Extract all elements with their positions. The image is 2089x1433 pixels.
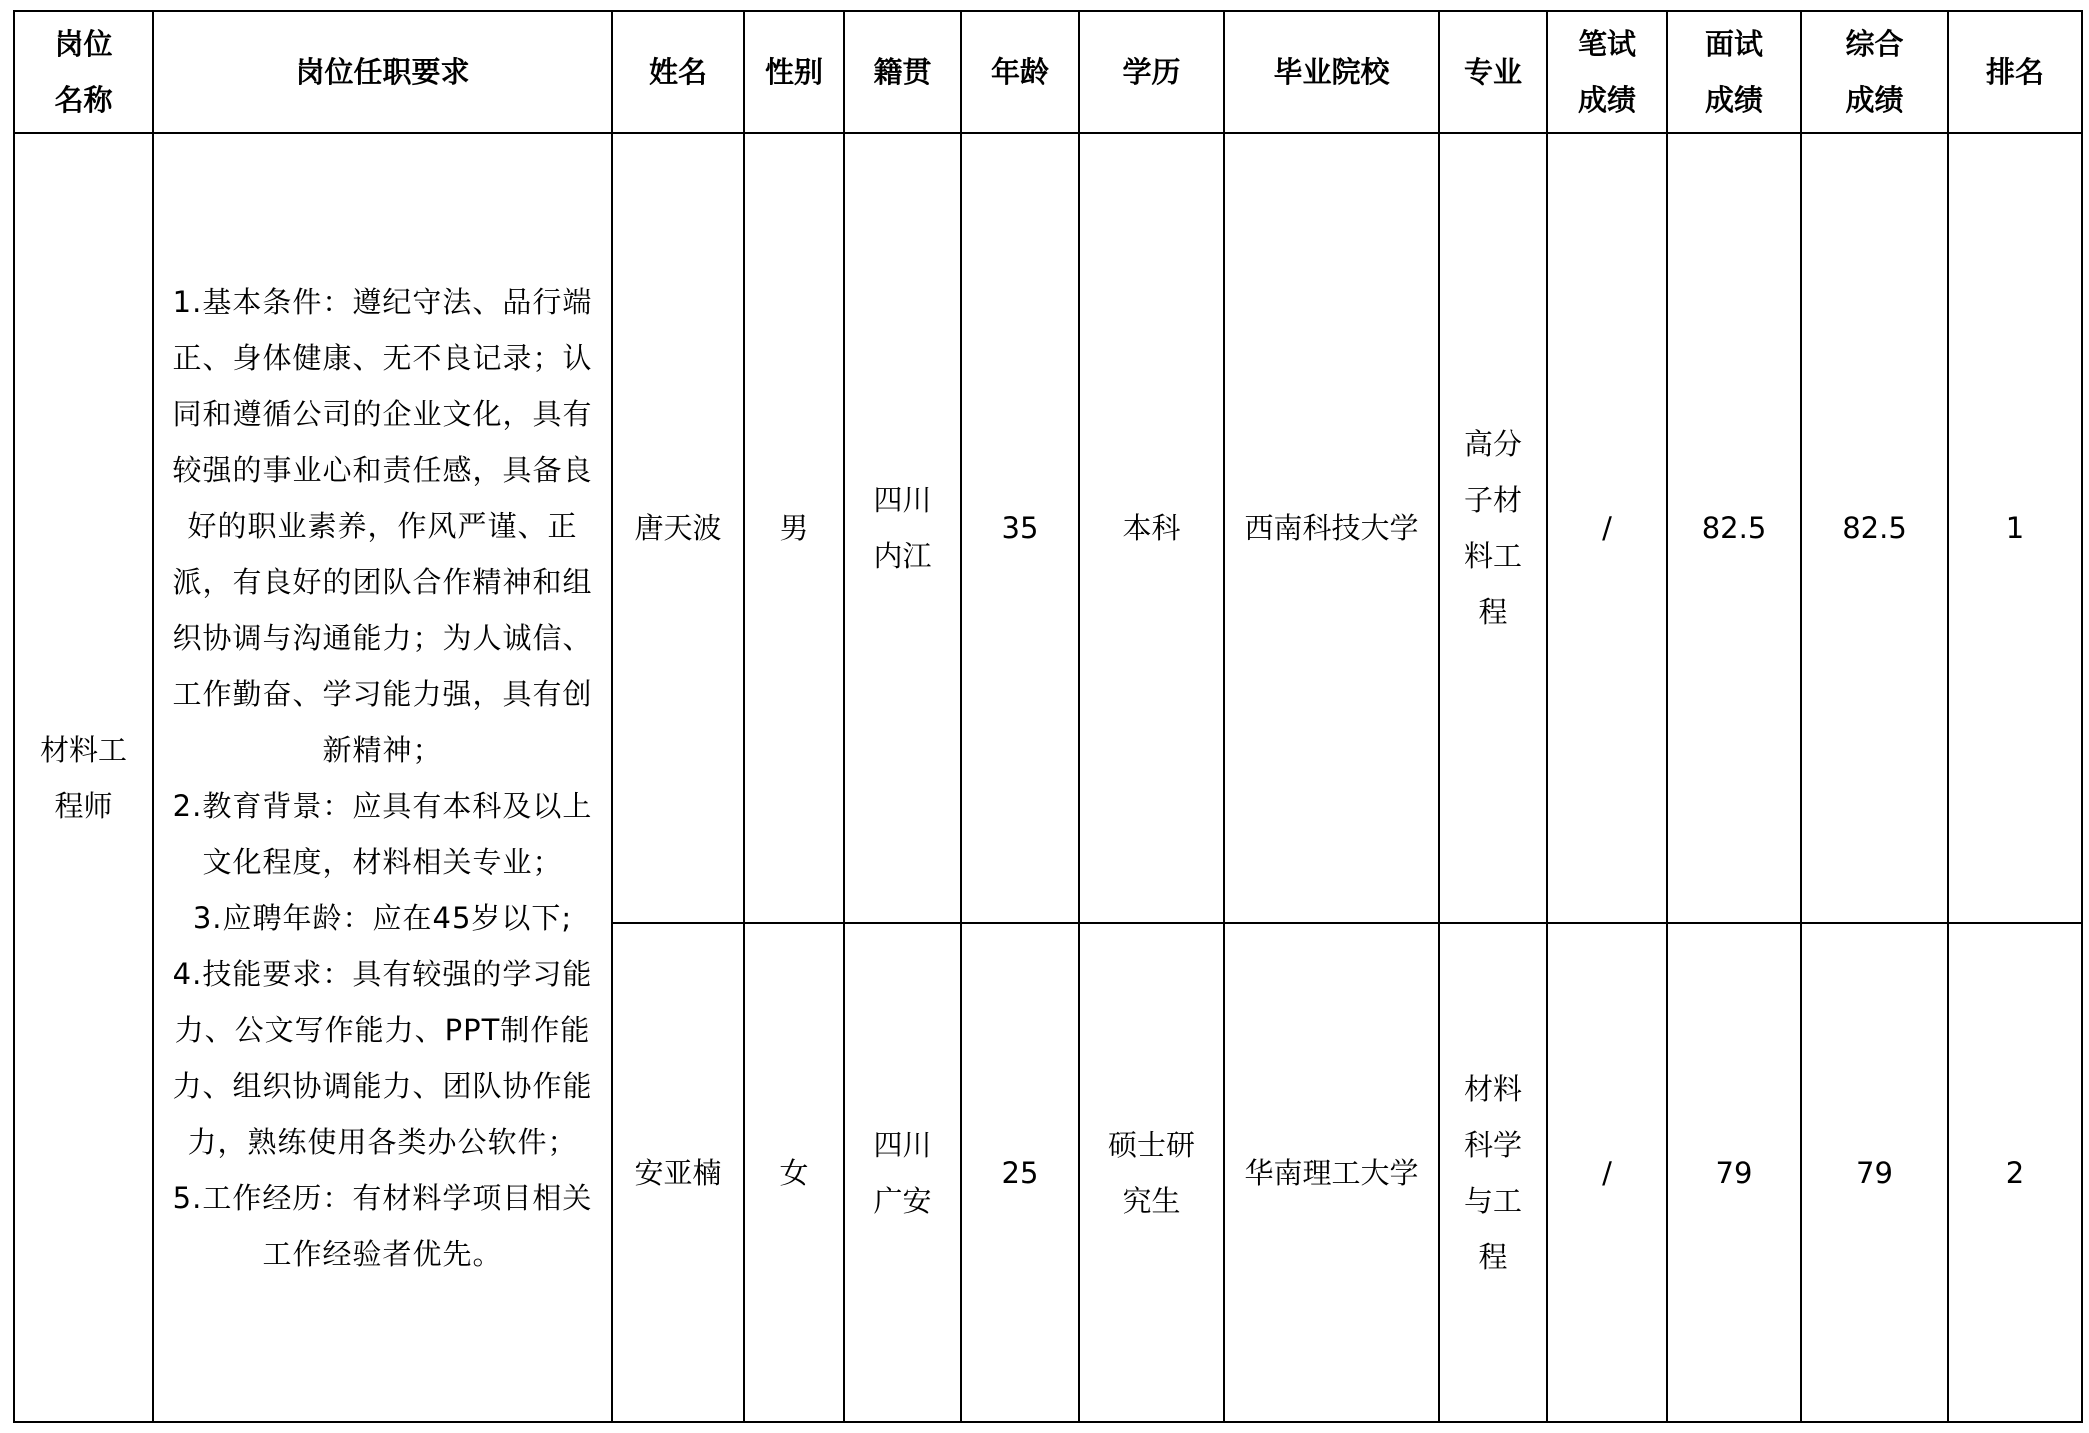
candidate-age-cell: 35 bbox=[961, 133, 1079, 923]
header-position-name-line: 岗位 bbox=[54, 27, 113, 61]
native-place-line: 广安 bbox=[873, 1183, 932, 1218]
requirement-line: 同和遵循公司的企业文化，具有 bbox=[172, 396, 593, 431]
header-education: 学历 bbox=[1079, 11, 1224, 133]
candidate-native-place-cell bbox=[844, 133, 961, 923]
requirement-line: 力、公文写作能力、PPT制作能 bbox=[174, 1012, 591, 1047]
requirement-line: 2.教育背景：应具有本科及以上 bbox=[172, 788, 593, 823]
requirement-line: 力、组织协调能力、团队协作能 bbox=[172, 1068, 593, 1103]
table-row bbox=[14, 133, 2082, 923]
candidate-gender-cell: 女 bbox=[744, 923, 844, 1422]
requirement-line: 正、身体健康、无不良记录；认 bbox=[172, 340, 593, 375]
requirement-line: 新精神； bbox=[322, 732, 443, 767]
major-line: 子材 bbox=[1463, 483, 1522, 517]
header-interview-score-line: 成绩 bbox=[1704, 83, 1763, 117]
candidate-gender-cell: 男 bbox=[744, 133, 844, 923]
header-written-score-line: 成绩 bbox=[1577, 83, 1636, 117]
header-total-score bbox=[1801, 11, 1948, 133]
requirement-line: 较强的事业心和责任感，具备良 bbox=[172, 452, 593, 487]
requirements-cell bbox=[153, 133, 612, 1422]
education-line: 本科 bbox=[1122, 511, 1181, 545]
header-position-name-line: 名称 bbox=[54, 83, 113, 117]
candidate-rank-cell: 2 bbox=[1948, 923, 2082, 1422]
candidate-education-cell bbox=[1079, 923, 1224, 1422]
candidate-native-place-cell bbox=[844, 923, 961, 1422]
position-name-line: 程师 bbox=[54, 788, 113, 823]
requirement-line: 力，熟练使用各类办公软件； bbox=[187, 1124, 578, 1159]
requirement-line: 织协调与沟通能力；为人诚信、 bbox=[172, 620, 593, 655]
results-table bbox=[13, 10, 2083, 1423]
position-name-line: 材料工 bbox=[39, 732, 127, 767]
requirement-line: 1.基本条件：遵纪守法、品行端 bbox=[172, 284, 593, 319]
major-line: 与工 bbox=[1463, 1183, 1522, 1218]
candidate-total-score-cell: 79 bbox=[1801, 923, 1948, 1422]
native-place-line: 四川 bbox=[873, 483, 932, 517]
header-rank: 排名 bbox=[1948, 11, 2082, 133]
header-total-score-line: 综合 bbox=[1845, 27, 1904, 61]
requirement-line: 工作经验者优先。 bbox=[262, 1236, 503, 1271]
header-interview-score-line: 面试 bbox=[1704, 27, 1763, 61]
candidate-age-cell: 25 bbox=[961, 923, 1079, 1422]
header-interview-score bbox=[1667, 11, 1801, 133]
candidate-interview-score-cell: 79 bbox=[1667, 923, 1801, 1422]
header-row bbox=[14, 11, 2082, 133]
candidate-rank-cell: 1 bbox=[1948, 133, 2082, 923]
header-total-score-line: 成绩 bbox=[1845, 83, 1904, 117]
header-written-score bbox=[1547, 11, 1667, 133]
major-line: 高分 bbox=[1463, 427, 1522, 461]
header-position-name bbox=[14, 11, 153, 133]
requirement-line: 工作勤奋、学习能力强，具有创 bbox=[172, 676, 593, 711]
requirement-line: 3.应聘年龄：应在45岁以下; bbox=[192, 900, 573, 935]
header-written-score-line: 笔试 bbox=[1577, 27, 1636, 61]
candidate-name-cell: 安亚楠 bbox=[612, 923, 744, 1422]
major-line: 程 bbox=[1478, 1239, 1508, 1274]
requirement-line: 文化程度，材料相关专业； bbox=[202, 844, 563, 879]
candidate-total-score-cell: 82.5 bbox=[1801, 133, 1948, 923]
candidate-education-cell bbox=[1079, 133, 1224, 923]
position-name-cell bbox=[14, 133, 153, 1422]
candidate-written-score-cell: / bbox=[1547, 133, 1667, 923]
requirement-line: 好的职业素养，作风严谨、正 bbox=[187, 508, 578, 543]
header-age: 年龄 bbox=[961, 11, 1079, 133]
education-line: 究生 bbox=[1122, 1183, 1181, 1218]
major-line: 科学 bbox=[1463, 1127, 1522, 1162]
header-requirements: 岗位任职要求 bbox=[153, 11, 612, 133]
candidate-name-cell: 唐天波 bbox=[612, 133, 744, 923]
native-place-line: 内江 bbox=[873, 539, 932, 573]
candidate-school-cell: 西南科技大学 bbox=[1224, 133, 1439, 923]
education-line: 硕士研 bbox=[1107, 1127, 1195, 1162]
major-line: 材料 bbox=[1463, 1071, 1522, 1106]
major-line: 料工 bbox=[1463, 539, 1522, 573]
header-school: 毕业院校 bbox=[1224, 11, 1439, 133]
header-major: 专业 bbox=[1439, 11, 1547, 133]
candidate-major-cell bbox=[1439, 133, 1547, 923]
requirement-line: 5.工作经历：有材料学项目相关 bbox=[172, 1180, 593, 1215]
header-name: 姓名 bbox=[612, 11, 744, 133]
candidate-school-cell: 华南理工大学 bbox=[1224, 923, 1439, 1422]
header-gender: 性别 bbox=[744, 11, 844, 133]
candidate-written-score-cell: / bbox=[1547, 923, 1667, 1422]
native-place-line: 四川 bbox=[873, 1127, 932, 1162]
major-line: 程 bbox=[1478, 595, 1508, 629]
requirement-line: 4.技能要求：具有较强的学习能 bbox=[172, 956, 593, 991]
header-native-place: 籍贯 bbox=[844, 11, 961, 133]
requirement-line: 派，有良好的团队合作精神和组 bbox=[172, 564, 593, 599]
candidate-interview-score-cell: 82.5 bbox=[1667, 133, 1801, 923]
candidate-major-cell bbox=[1439, 923, 1547, 1422]
